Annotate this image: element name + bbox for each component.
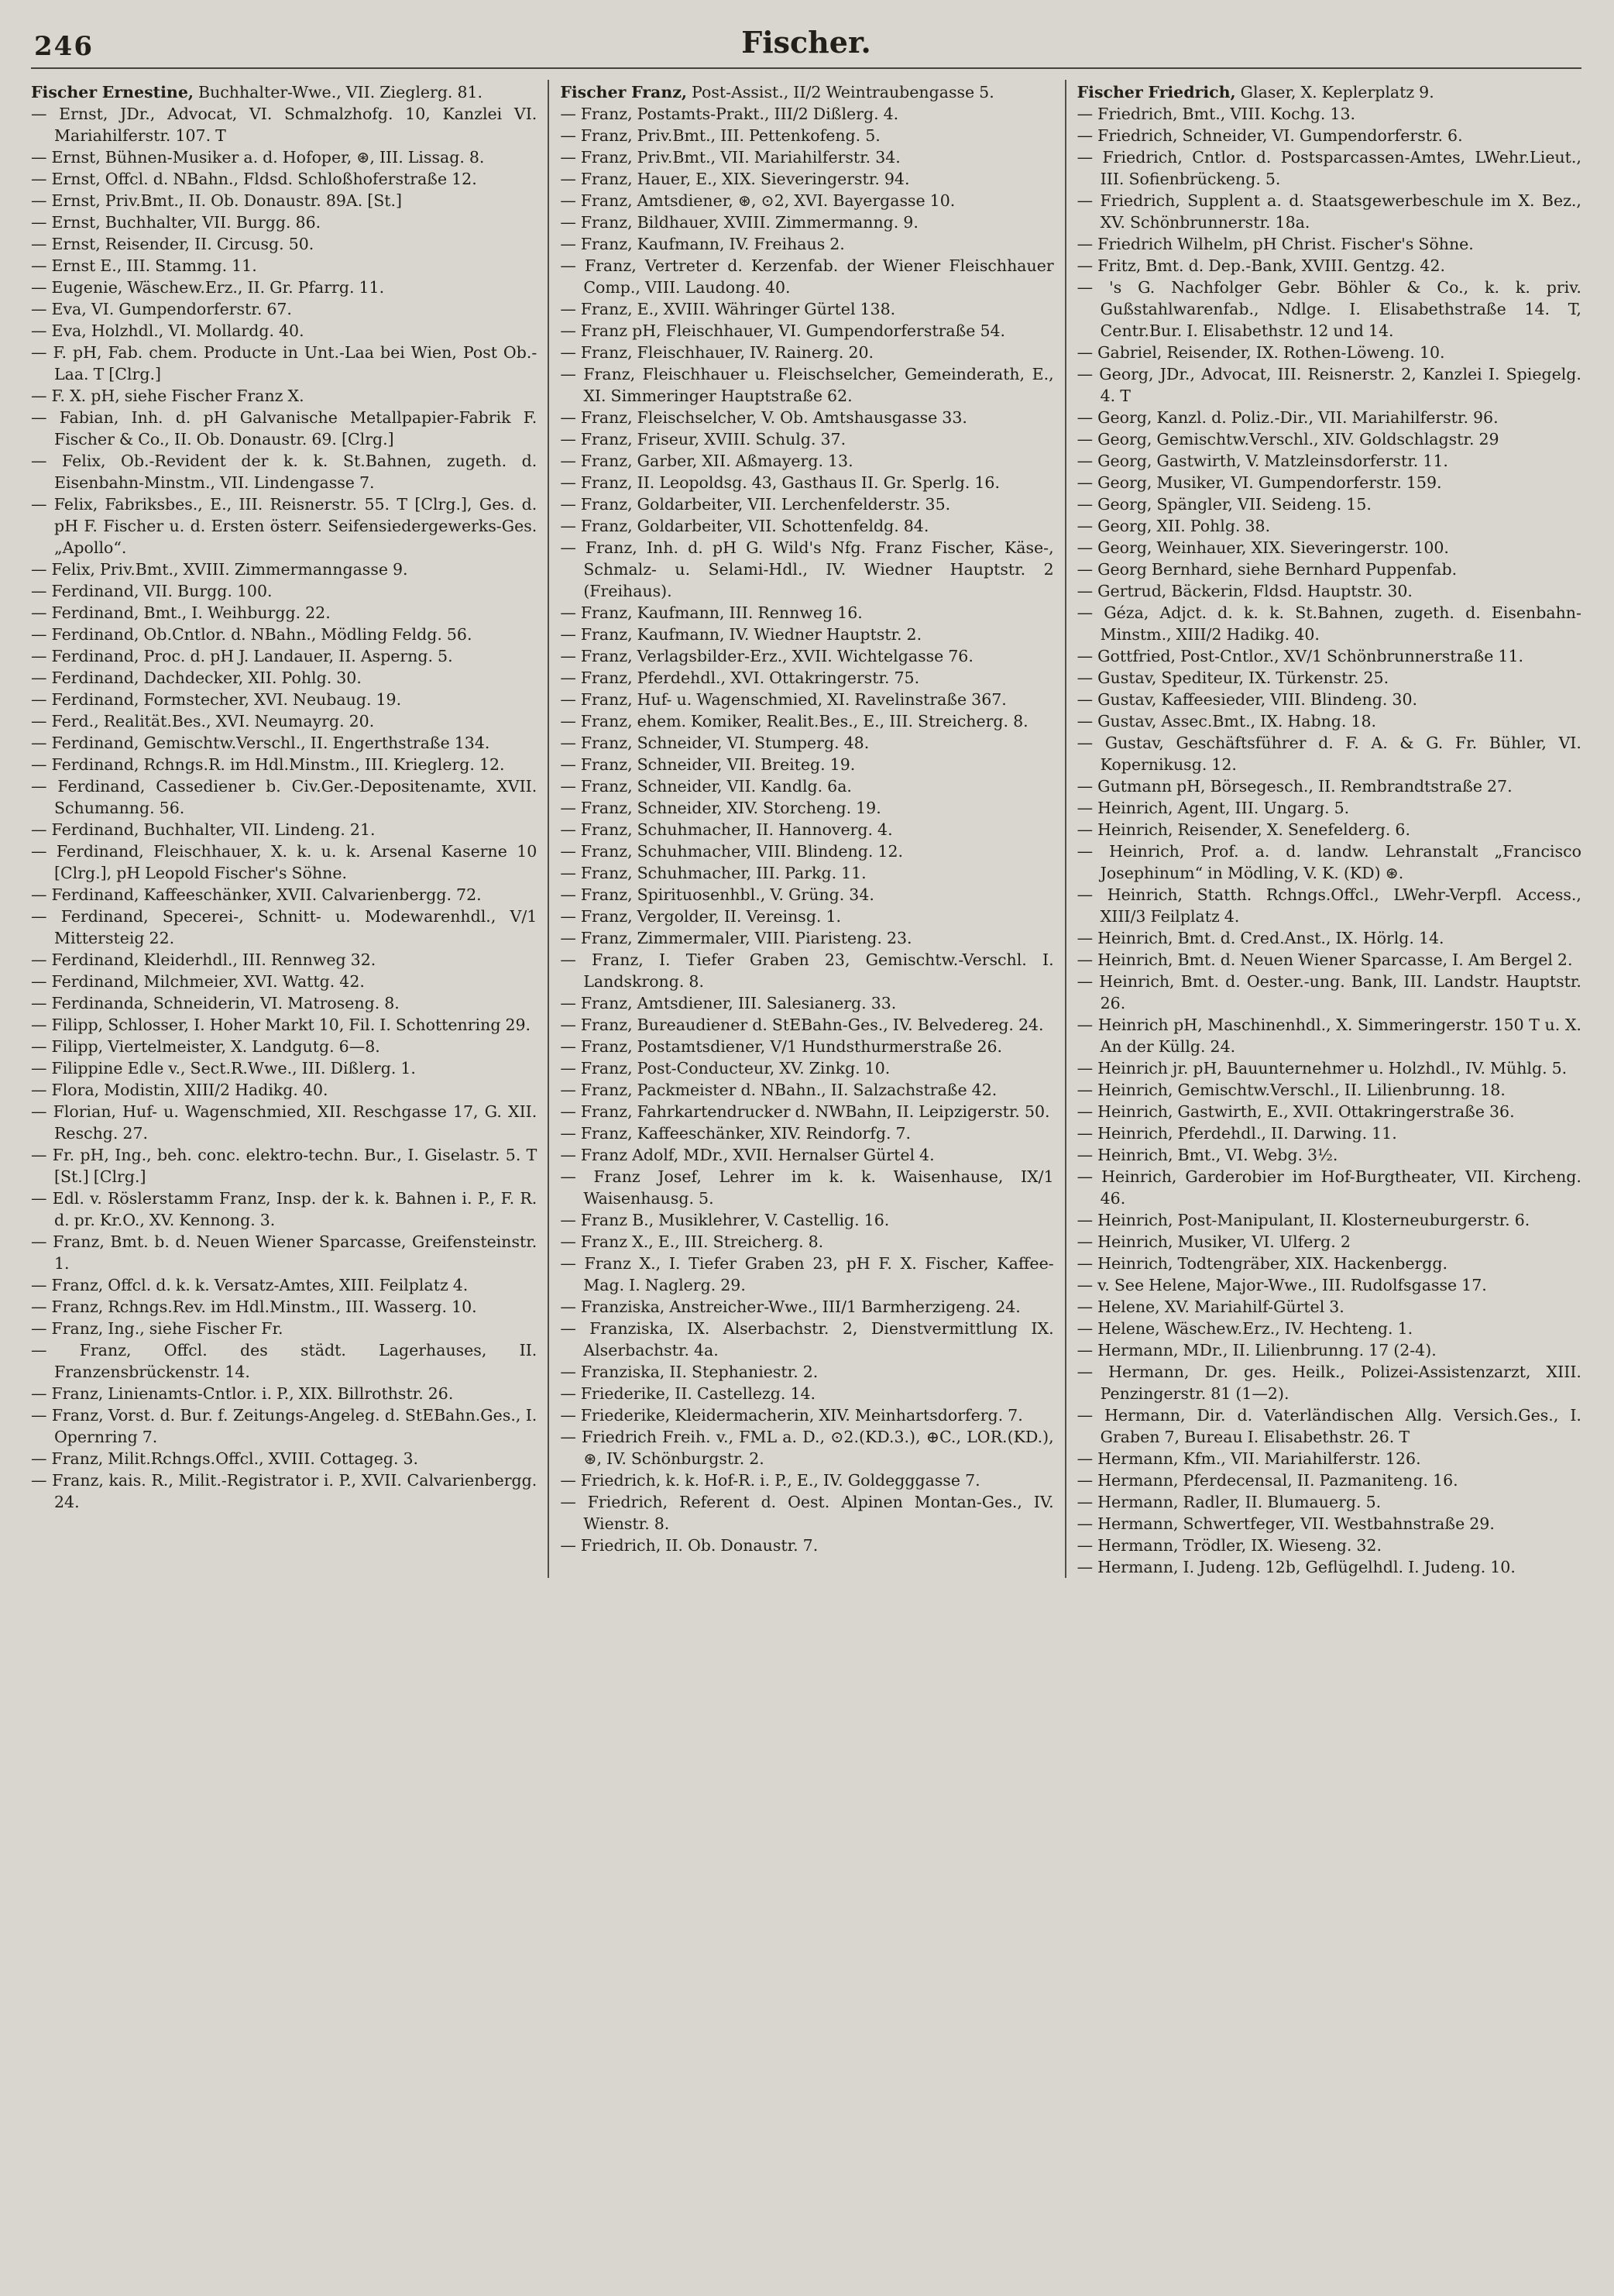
directory-entry: — Georg, Gastwirth, V. Matzleinsdorferstr. 11. [1077,452,1448,470]
directory-entry: — Franz, I. Tiefer Graben 23, Gemischtw.-Verschl. I. Landskrong. 8. [560,950,1054,991]
directory-entry: — Franz, Bureaudiener d. StEBahn-Ges., IV. Belvedereg. 24. [560,1016,1044,1034]
directory-entry: — Franz, Bmt. b. d. Neuen Wiener Sparcasse, Greifensteinstr. 1. [31,1232,537,1273]
directory-entry: — Gertrud, Bäckerin, Fldsd. Hauptstr. 30. [1077,582,1413,600]
directory-entry: — Franz, Priv.Bmt., VII. Mariahilferstr. 34. [560,148,901,167]
directory-entry: — Franziska, II. Stephaniestr. 2. [560,1363,819,1381]
directory-entry: — Géza, Adjct. d. k. k. St.Bahnen, zugeth. d. Eisenbahn-Minstm., XIII/2 Hadikg. 40. [1077,603,1581,644]
directory-entry: — Heinrich, Statth. Rchngs.Offcl., LWehr-Verpfl. Access., XIII/3 Feilplatz 4. [1077,885,1581,926]
directory-entry: — Felix, Priv.Bmt., XVIII. Zimmermanngasse 9. [31,560,408,579]
directory-entry: — Heinrich, Post-Manipulant, II. Klosterneuburgerstr. 6. [1077,1211,1530,1229]
directory-entry: — Franz, Postamts-Prakt., III/2 Dißlerg. 4. [560,105,899,123]
directory-entry: — Heinrich, Gemischtw.Verschl., II. Lilienbrunng. 18. [1077,1081,1506,1099]
directory-entry: — Ernst, JDr., Advocat, VI. Schmalzhofg. 10, Kanzlei VI. Mariahilferstr. 107. T [31,105,537,145]
directory-entry: — Franz, Priv.Bmt., III. Pettenkofeng. 5. [560,126,881,145]
directory-entry: — Heinrich, Bmt., VI. Webg. 3½. [1077,1146,1338,1164]
directory-entry: — Franz, Kaffeeschänker, XIV. Reindorfg. 7. [560,1124,912,1143]
directory-entry: — Franz, E., XVIII. Währinger Gürtel 138. [560,300,896,318]
page-number: 246 [34,31,94,62]
directory-entry: — Hermann, Kfm., VII. Mariahilferstr. 126. [1077,1449,1421,1468]
directory-entry: — Franz, Schneider, VII. Kandlg. 6a. [560,777,852,796]
directory-entry: — Franz, Huf- u. Wagenschmied, XI. Ravelinstraße 367. [560,690,1007,709]
directory-entry: — Ferdinand, Kaffeeschänker, XVII. Calvarienbergg. 72. [31,885,482,904]
directory-entry: — Ferdinand, Rchngs.R. im Hdl.Minstm., III. Krieglerg. 12. [31,755,505,774]
column-3 [1065,80,1581,1578]
directory-entry: — v. See Helene, Major-Wwe., III. Rudolfsgasse 17. [1077,1276,1487,1294]
directory-entry: — Gabriel, Reisender, IX. Rothen-Löweng. 10. [1077,343,1445,362]
directory-entry: — Ernst, Offcl. d. NBahn., Fldsd. Schloßhoferstraße 12. [31,170,477,188]
directory-entry: — Franz, Spirituosenhbl., V. Grüng. 34. [560,885,874,904]
directory-entry: — Franz, Schneider, VI. Stumperg. 48. [560,734,870,752]
directory-entry: — Ernst, Reisender, II. Circusg. 50. [31,235,314,253]
directory-entry: — Franz, Fleischhauer, IV. Rainerg. 20. [560,343,874,362]
directory-entry: — Georg, Gemischtw.Verschl., XIV. Goldschlagstr. 29 [1077,430,1499,449]
directory-entry: — Heinrich, Bmt. d. Neuen Wiener Sparcasse, I. Am Bergel 2. [1077,950,1573,969]
directory-entry: — Filipp, Schlosser, I. Hoher Markt 10, Fil. I. Schottenring 29. [31,1016,531,1034]
directory-entry: — Hermann, Trödler, IX. Wieseng. 32. [1077,1536,1382,1555]
directory-entry: — Franz, Fleischhauer u. Fleischselcher, Gemeinderath, E., XI. Simmeringer Hauptstraße 62. [560,365,1054,405]
directory-entry: — Gustav, Geschäftsführer d. F. A. & G. Fr. Bühler, VI. Kopernikusg. 12. [1077,734,1581,774]
directory-entry: — Heinrich, Pferdehdl., II. Darwing. 11. [1077,1124,1397,1143]
directory-entry: — Hermann, Dr. ges. Heilk., Polizei-Assistenzarzt, XIII. Penzingerstr. 81 (1—2). [1077,1363,1581,1403]
directory-entry: — Franz, Schneider, VII. Breiteg. 19. [560,755,856,774]
directory-entry: — Friedrich, Schneider, VI. Gumpendorferstr. 6. [1077,126,1463,145]
directory-entry: — Georg, Musiker, VI. Gumpendorferstr. 159. [1077,473,1442,492]
directory-entry: — Franz, Friseur, XVIII. Schulg. 37. [560,430,846,449]
directory-entry: — Helene, XV. Mariahilf-Gürtel 3. [1077,1298,1344,1316]
directory-entry: — Franz, Kaufmann, IV. Freihaus 2. [560,235,845,253]
directory-entry: — Friederike, II. Castellezg. 14. [560,1384,816,1403]
directory-entry: — Franz, Bildhauer, XVIII. Zimmermanng. 9. [560,213,919,232]
directory-entry: — Ernst, Bühnen-Musiker a. d. Hofoper, ⊛, III. Lissag. 8. [31,148,485,167]
directory-entry: — Friederike, Kleidermacherin, XIV. Meinhartsdorferg. 7. [560,1406,1023,1425]
directory-entry: — Franz, Vorst. d. Bur. f. Zeitungs-Angeleg. d. StEBahn.Ges., I. Opernring 7. [31,1406,537,1446]
directory-entry: — Ernst E., III. Stammg. 11. [31,256,257,275]
directory-entry: — Franz, Verlagsbilder-Erz., XVII. Wichtelgasse 76. [560,647,974,665]
directory-entry: — Franz, Hauer, E., XIX. Sieveringerstr. 94. [560,170,910,188]
directory-entry: — Heinrich, Bmt. d. Oester.-ung. Bank, III. Landstr. Hauptstr. 26. [1077,972,1581,1012]
directory-entry: — Ferdinand, Specerei-, Schnitt- u. Modewarenhdl., V/1 Mittersteig 22. [31,907,537,947]
directory-entry: — Friedrich, Supplent a. d. Staatsgewerbeschule im X. Bez., XV. Schönbrunnerstr. 18a. [1077,191,1581,232]
directory-entry: — Franz, Inh. d. pH G. Wild's Nfg. Franz Fischer, Käse-, Schmalz- u. Selami-Hdl., IV. Wiedner Hauptstr. 2 (Freihaus). [560,538,1054,600]
directory-entry: — Franziska, Anstreicher-Wwe., III/1 Barmherzigeng. 24. [560,1298,1021,1316]
directory-entry: — Franz, Kaufmann, III. Rennweg 16. [560,603,863,622]
directory-entry: — Friedrich, k. k. Hof-R. i. P., E., IV. Goldegggasse 7. [560,1471,980,1490]
directory-entry: — Ernst, Priv.Bmt., II. Ob. Donaustr. 89A. [St.] [31,191,403,210]
directory-entry: — Franziska, IX. Alserbachstr. 2, Dienstvermittlung IX. Alserbachstr. 4a. [560,1319,1054,1359]
directory-entry: — Franz, Fahrkartendrucker d. NWBahn, II. Leipzigerstr. 50. [560,1102,1050,1121]
directory-entry: — Heinrich pH, Maschinenhdl., X. Simmeringerstr. 150 T u. X. An der Küllg. 24. [1077,1016,1581,1056]
directory-entry: — Franz, II. Leopoldsg. 43, Gasthaus II. Gr. Sperlg. 16. [560,473,1000,492]
directory-entry: — Franz, Linienamts-Cntlor. i. P., XIX. Billrothstr. 26. [31,1384,454,1403]
directory-entry: — Franz, Goldarbeiter, VII. Lerchenfelderstr. 35. [560,495,951,514]
directory-entry: — Ferdinanda, Schneiderin, VI. Matroseng. 8. [31,994,400,1012]
directory-entry: — Franz, Zimmermaler, VIII. Piaristeng. 23. [560,929,912,947]
directory-entry: — Franz Josef, Lehrer im k. k. Waisenhause, IX/1 Waisenhausg. 5. [560,1167,1054,1208]
directory-entry: — Friedrich, Cntlor. d. Postsparcassen-Amtes, LWehr.Lieut., III. Sofienbrückeng. 5. [1077,148,1581,188]
directory-entry: — Heinrich, Garderobier im Hof-Burgtheater, VII. Kircheng. 46. [1077,1167,1581,1208]
directory-entry: — Friedrich, II. Ob. Donaustr. 7. [560,1536,819,1555]
directory-entry: — Gustav, Spediteur, IX. Türkenstr. 25. [1077,669,1389,687]
directory-entry: — Fr. pH, Ing., beh. conc. elektro-techn. Bur., I. Giselastr. 5. T [St.] [Clrg.] [31,1146,537,1186]
directory-entry: — Franz, Schuhmacher, II. Hannoverg. 4. [560,820,893,839]
directory-entry: — Hermann, I. Judeng. 12b, Geflügelhdl. I. Judeng. 10. [1077,1558,1516,1576]
directory-entry: — Franz, Postamtsdiener, V/1 Hundsthurmerstraße 26. [560,1037,1003,1056]
directory-entry: — Franz, Packmeister d. NBahn., II. Salzachstraße 42. [560,1081,998,1099]
directory-entry: — Fabian, Inh. d. pH Galvanische Metallpapier-Fabrik F. Fischer & Co., II. Ob. Donaustr. 69. [Clrg.] [31,408,537,449]
directory-entry: — F. X. pH, siehe Fischer Franz X. [31,387,304,405]
directory-entry: — Felix, Fabriksbes., E., III. Reisnerstr. 55. T [Clrg.], Ges. d. pH F. Fischer u. d. Ersten österr. Seifensiedergewerks-Ges. „Apollo“. [31,495,537,557]
directory-entry: — Ferdinand, Bmt., I. Weihburgg. 22. [31,603,331,622]
directory-entry: — Florian, Huf- u. Wagenschmied, XII. Reschgasse 17, G. XII. Reschg. 27. [31,1102,537,1143]
directory-entry: — Heinrich, Prof. a. d. landw. Lehranstalt „Francisco Josephinum“ in Mödling, V. K. (KD) ⊛. [1077,842,1581,882]
directory-entry: — Eva, VI. Gumpendorferstr. 67. [31,300,292,318]
directory-entry: — Heinrich, Musiker, VI. Ulferg. 2 [1077,1232,1351,1251]
directory-entry: — Heinrich, Reisender, X. Senefelderg. 6. [1077,820,1410,839]
directory-entry: — Franz, Ing., siehe Fischer Fr. [31,1319,283,1338]
directory-entry: — Hermann, MDr., II. Lilienbrunng. 17 (2-4). [1077,1341,1437,1359]
directory-entry: — Hermann, Pferdecensal, II. Pazmaniteng. 16. [1077,1471,1458,1490]
directory-entry: — Franz, Schuhmacher, VIII. Blindeng. 12. [560,842,904,861]
directory-entry: — Ferdinand, Dachdecker, XII. Pohlg. 30. [31,669,362,687]
directory-entry: — Franz pH, Fleischhauer, VI. Gumpendorferstraße 54. [560,321,1006,340]
directory-entry: — Eugenie, Wäschew.Erz., II. Gr. Pfarrg. 11. [31,278,385,297]
directory-entry: — Franz, kais. R., Milit.-Registrator i. P., XVII. Calvarienbergg. 24. [31,1471,537,1511]
directory-entry: — Franz, Amtsdiener, ⊛, ⊙2, XVI. Bayergasse 10. [560,191,956,210]
directory-entry: — Helene, Wäschew.Erz., IV. Hechteng. 1. [1077,1319,1413,1338]
directory-entry: Fischer Friedrich, Glaser, X. Keplerplatz 9. [1077,83,1434,101]
directory-entry: — Franz, ehem. Komiker, Realit.Bes., E., III. Streicherg. 8. [560,712,1028,730]
directory-entry: — 's G. Nachfolger Gebr. Böhler & Co., k. k. priv. Gußstahlwarenfab., Ndlge. I. Elisabethstraße 14. T, Centr.Bur. I. Elisabethstr. 12 und 14. [1077,278,1581,340]
directory-entry: — Georg Bernhard, siehe Bernhard Puppenfab. [1077,560,1458,579]
directory-entry: — Franz, Amtsdiener, III. Salesianerg. 33. [560,994,897,1012]
directory-entry: — Filipp, Viertelmeister, X. Landgutg. 6—8. [31,1037,380,1056]
directory-entry: — Gustav, Assec.Bmt., IX. Habng. 18. [1077,712,1377,730]
directory-entry: — Franz X., E., III. Streicherg. 8. [560,1232,824,1251]
directory-entry: — Franz, Schneider, XIV. Storcheng. 19. [560,799,881,817]
directory-entry: — Ferd., Realität.Bes., XVI. Neumayrg. 20. [31,712,375,730]
directory-entry: — Franz B., Musiklehrer, V. Castellig. 16. [560,1211,890,1229]
directory-entry: — Ferdinand, Buchhalter, VII. Lindeng. 21. [31,820,376,839]
directory-entry: — Franz, Rchngs.Rev. im Hdl.Minstm., III. Wasserg. 10. [31,1298,477,1316]
directory-entry: — Hermann, Dir. d. Vaterländischen Allg. Versich.Ges., I. Graben 7, Bureau I. Elisabethstr. 26. T [1077,1406,1581,1446]
directory-entry: — Gutmann pH, Börsegesch., II. Rembrandtstraße 27. [1077,777,1513,796]
directory-entry: — Friedrich Freih. v., FML a. D., ⊙2.(KD.3.), ⊕C., LOR.(KD.), ⊛, IV. Schönburgstr. 2. [560,1428,1054,1468]
directory-entry: — F. pH, Fab. chem. Producte in Unt.-Laa bei Wien, Post Ob.-Laa. T [Clrg.] [31,343,537,383]
directory-entry: — Gustav, Kaffeesieder, VIII. Blindeng. 30. [1077,690,1418,709]
directory-entry: — Franz, Vertreter d. Kerzenfab. der Wiener Fleischhauer Comp., VIII. Laudong. 40. [560,256,1054,297]
columns [31,80,1581,1578]
directory-entry: — Franz X., I. Tiefer Graben 23, pH F. X. Fischer, Kaffee-Mag. I. Naglerg. 29. [560,1254,1054,1294]
directory-entry: — Hermann, Radler, II. Blumauerg. 5. [1077,1493,1382,1511]
directory-entry: — Georg, Weinhauer, XIX. Sieveringerstr. 100. [1077,538,1449,557]
directory-entry: — Franz, Milit.Rchngs.Offcl., XVIII. Cottageg. 3. [31,1449,419,1468]
directory-entry: — Ferdinand, Fleischhauer, X. k. u. k. Arsenal Kaserne 10 [Clrg.], pH Leopold Fischer's Söhne. [31,842,537,882]
directory-entry: — Georg, Kanzl. d. Poliz.-Dir., VII. Mariahilferstr. 96. [1077,408,1499,427]
directory-entry: — Georg, XII. Pohlg. 38. [1077,517,1271,535]
directory-entry: — Felix, Ob.-Revident der k. k. St.Bahnen, zugeth. d. Eisenbahn-Minstm., VII. Lindengasse 7. [31,452,537,492]
header-rule [31,67,1581,69]
column-2 [548,80,1064,1578]
directory-entry: — Ferdinand, Milchmeier, XVI. Wattg. 42. [31,972,365,991]
directory-entry: — Gottfried, Post-Cntlor., XV/1 Schönbrunnerstraße 11. [1077,647,1523,665]
directory-entry: — Franz, Kaufmann, IV. Wiedner Hauptstr. 2. [560,625,922,644]
directory-entry: — Franz Adolf, MDr., XVII. Hernalser Gürtel 4. [560,1146,935,1164]
directory-entry: — Franz, Vergolder, II. Vereinsg. 1. [560,907,842,926]
directory-entry: — Ferdinand, VII. Burgg. 100. [31,582,273,600]
directory-entry: — Franz, Post-Conducteur, XV. Zinkg. 10. [560,1059,891,1078]
directory-entry: — Ferdinand, Cassediener b. Civ.Ger.-Depositenamte, XVII. Schumanng. 56. [31,777,537,817]
directory-entry: — Ferdinand, Formstecher, XVI. Neubaug. 19. [31,690,402,709]
directory-entry: — Franz, Offcl. des städt. Lagerhauses, II. Franzensbrückenstr. 14. [31,1341,537,1381]
directory-entry: — Heinrich, Bmt. d. Cred.Anst., IX. Hörlg. 14. [1077,929,1444,947]
directory-entry: — Franz, Garber, XII. Aßmayerg. 13. [560,452,853,470]
directory-entry: — Friedrich Wilhelm, pH Christ. Fischer's Söhne. [1077,235,1474,253]
directory-entry: — Ferdinand, Proc. d. pH J. Landauer, II. Asperng. 5. [31,647,453,665]
directory-entry: — Ferdinand, Kleiderhdl., III. Rennweg 32. [31,950,376,969]
directory-entry: — Fritz, Bmt. d. Dep.-Bank, XVIII. Gentzg. 42. [1077,256,1446,275]
directory-entry: — Filippine Edle v., Sect.R.Wwe., III. Dißlerg. 1. [31,1059,416,1078]
directory-entry: — Ernst, Buchhalter, VII. Burgg. 86. [31,213,321,232]
directory-entry: Fischer Franz, Post-Assist., II/2 Weintraubengasse 5. [560,83,994,101]
directory-entry: — Eva, Holzhdl., VI. Mollardg. 40. [31,321,304,340]
directory-entry: — Friedrich, Referent d. Oest. Alpinen Montan-Ges., IV. Wienstr. 8. [560,1493,1054,1533]
directory-entry: — Heinrich, Agent, III. Ungarg. 5. [1077,799,1350,817]
directory-entry: — Friedrich, Bmt., VIII. Kochg. 13. [1077,105,1356,123]
directory-entry: — Ferdinand, Gemischtw.Verschl., II. Engerthstraße 134. [31,734,490,752]
page-title: Fischer. [741,25,871,60]
directory-entry: — Franz, Schuhmacher, III. Parkg. 11. [560,864,867,882]
directory-entry: — Flora, Modistin, XIII/2 Hadikg. 40. [31,1081,328,1099]
directory-entry: — Heinrich, Todtengräber, XIX. Hackenbergg. [1077,1254,1448,1273]
directory-entry: — Hermann, Schwertfeger, VII. Westbahnstraße 29. [1077,1514,1495,1533]
directory-entry: — Heinrich, Gastwirth, E., XVII. Ottakringerstraße 36. [1077,1102,1515,1121]
directory-entry: — Franz, Pferdehdl., XVI. Ottakringerstr. 75. [560,669,920,687]
directory-entry: — Edl. v. Röslerstamm Franz, Insp. der k. k. Bahnen i. P., F. R. d. pr. Kr.O., XV. Kennong. 3. [31,1189,537,1229]
directory-entry: Fischer Ernestine, Buchhalter-Wwe., VII. Zieglerg. 81. [31,83,483,101]
directory-entry: — Georg, Spängler, VII. Seideng. 15. [1077,495,1372,514]
directory-entry: — Georg, JDr., Advocat, III. Reisnerstr. 2, Kanzlei I. Spiegelg. 4. T [1077,365,1581,405]
directory-entry: — Ferdinand, Ob.Cntlor. d. NBahn., Mödling Feldg. 56. [31,625,472,644]
directory-entry: — Franz, Offcl. d. k. k. Versatz-Amtes, XIII. Feilplatz 4. [31,1276,469,1294]
column-1 [31,80,548,1578]
directory-entry: — Franz, Fleischselcher, V. Ob. Amtshausgasse 33. [560,408,967,427]
directory-entry: — Franz, Goldarbeiter, VII. Schottenfeldg. 84. [560,517,929,535]
directory-entry: — Heinrich jr. pH, Bauunternehmer u. Holzhdl., IV. Mühlg. 5. [1077,1059,1568,1078]
